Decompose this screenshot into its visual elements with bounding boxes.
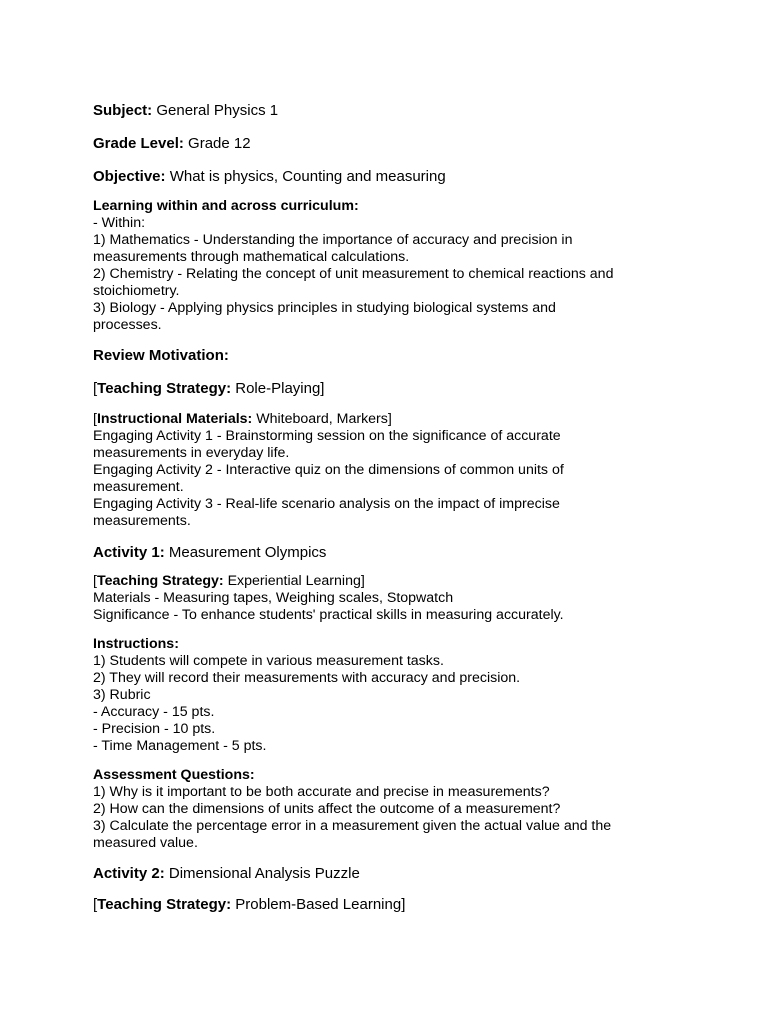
engaging-activity-line: Engaging Activity 1 - Brainstorming session on the significance of accurate [93,428,561,444]
teaching-strategy-label: Teaching Strategy: [96,573,224,589]
engaging-activity-line: measurements. [93,513,191,529]
review-materials-section [93,411,693,530]
engaging-activity-line: measurements in everyday life. [93,445,290,461]
objective-value: What is physics, Counting and measuring [165,168,446,185]
learning-line: measurements through mathematical calculations. [93,249,410,265]
activity-1-title: Measurement Olympics [164,544,327,561]
review-strategy-line [93,379,693,399]
subject-label: Subject: [93,102,153,119]
bracket-open: [ [93,411,97,427]
teaching-strategy-label: Teaching Strategy: [97,896,232,913]
teaching-strategy-label: Teaching Strategy: [97,380,232,397]
rubric-item: - Precision - 10 pts. [93,721,216,737]
objective-line [93,167,693,187]
rubric-item: - Time Management - 5 pts. [93,738,267,754]
assessment-section [93,767,693,852]
assessment-question: 2) How can the dimensions of units affect the outcome of a measurement? [93,801,561,817]
engaging-activity-line: Engaging Activity 3 - Real-life scenario analysis on the impact of imprecise [93,496,560,512]
activity-2-strategy-line [93,895,693,915]
lesson-plan [93,101,693,915]
assessment-question: measured value. [93,835,198,851]
grade-level-label: Grade Level: [93,135,184,152]
engaging-activity-line: Engaging Activity 2 - Interactive quiz on the dimensions of common units of [93,462,564,478]
significance-line: Significance - To enhance students' practical skills in measuring accurately. [93,607,564,623]
learning-line: processes. [93,317,162,333]
learning-line: stoichiometry. [93,283,180,299]
assessment-question: 1) Why is it important to be both accurate and precise in measurements? [93,784,550,800]
rubric-item: - Accuracy - 15 pts. [93,704,215,720]
bracket-open: [ [93,380,98,397]
instruction-line: 3) Rubric [93,687,151,703]
instruction-line: 2) They will record their measurements with accuracy and precision. [93,670,521,686]
teaching-strategy-value: Problem-Based Learning] [231,896,406,913]
activity-2-title: Dimensional Analysis Puzzle [164,865,360,882]
assessment-heading: Assessment Questions: [93,767,255,783]
learning-line: - Within: [93,215,146,231]
instructional-materials-label: Instructional Materials: [96,411,253,427]
grade-level-line [93,134,693,154]
learning-section [93,198,693,334]
activity-2-line [93,864,693,884]
bracket-open: [ [93,573,97,589]
teaching-strategy-line [93,573,693,590]
objective-label: Objective: [93,168,166,185]
teaching-strategy-value: Role-Playing] [231,380,325,397]
learning-line: 1) Mathematics - Understanding the importance of accuracy and precision in [93,232,573,248]
bracket-open: [ [93,896,98,913]
activity-1-label: Activity 1: [93,544,165,561]
activity-2-label: Activity 2: [93,865,165,882]
review-motivation-heading [93,346,693,366]
grade-level-value: Grade 12 [183,135,251,152]
instruction-line: 1) Students will compete in various measurement tasks. [93,653,444,669]
activity-1-line [93,543,693,563]
learning-line: 3) Biology - Applying physics principles in studying biological systems and [93,300,556,316]
learning-heading: Learning within and across curriculum: [93,198,359,214]
subject-line [93,101,693,121]
activity-1-strategy-section [93,573,693,624]
engaging-activity-line: measurement. [93,479,184,495]
subject-value: General Physics 1 [152,102,279,119]
instructional-materials-value: Whiteboard, Markers] [252,411,392,427]
instructions-section [93,636,693,755]
teaching-strategy-value: Experiential Learning] [223,573,365,589]
learning-line: 2) Chemistry - Relating the concept of unit measurement to chemical reactions and [93,266,614,282]
materials-line: Materials - Measuring tapes, Weighing scales, Stopwatch [93,590,454,606]
assessment-question: 3) Calculate the percentage error in a measurement given the actual value and the [93,818,612,834]
review-motivation-label: Review Motivation: [93,347,229,364]
instructions-heading: Instructions: [93,636,179,652]
instructional-materials-line [93,411,693,428]
